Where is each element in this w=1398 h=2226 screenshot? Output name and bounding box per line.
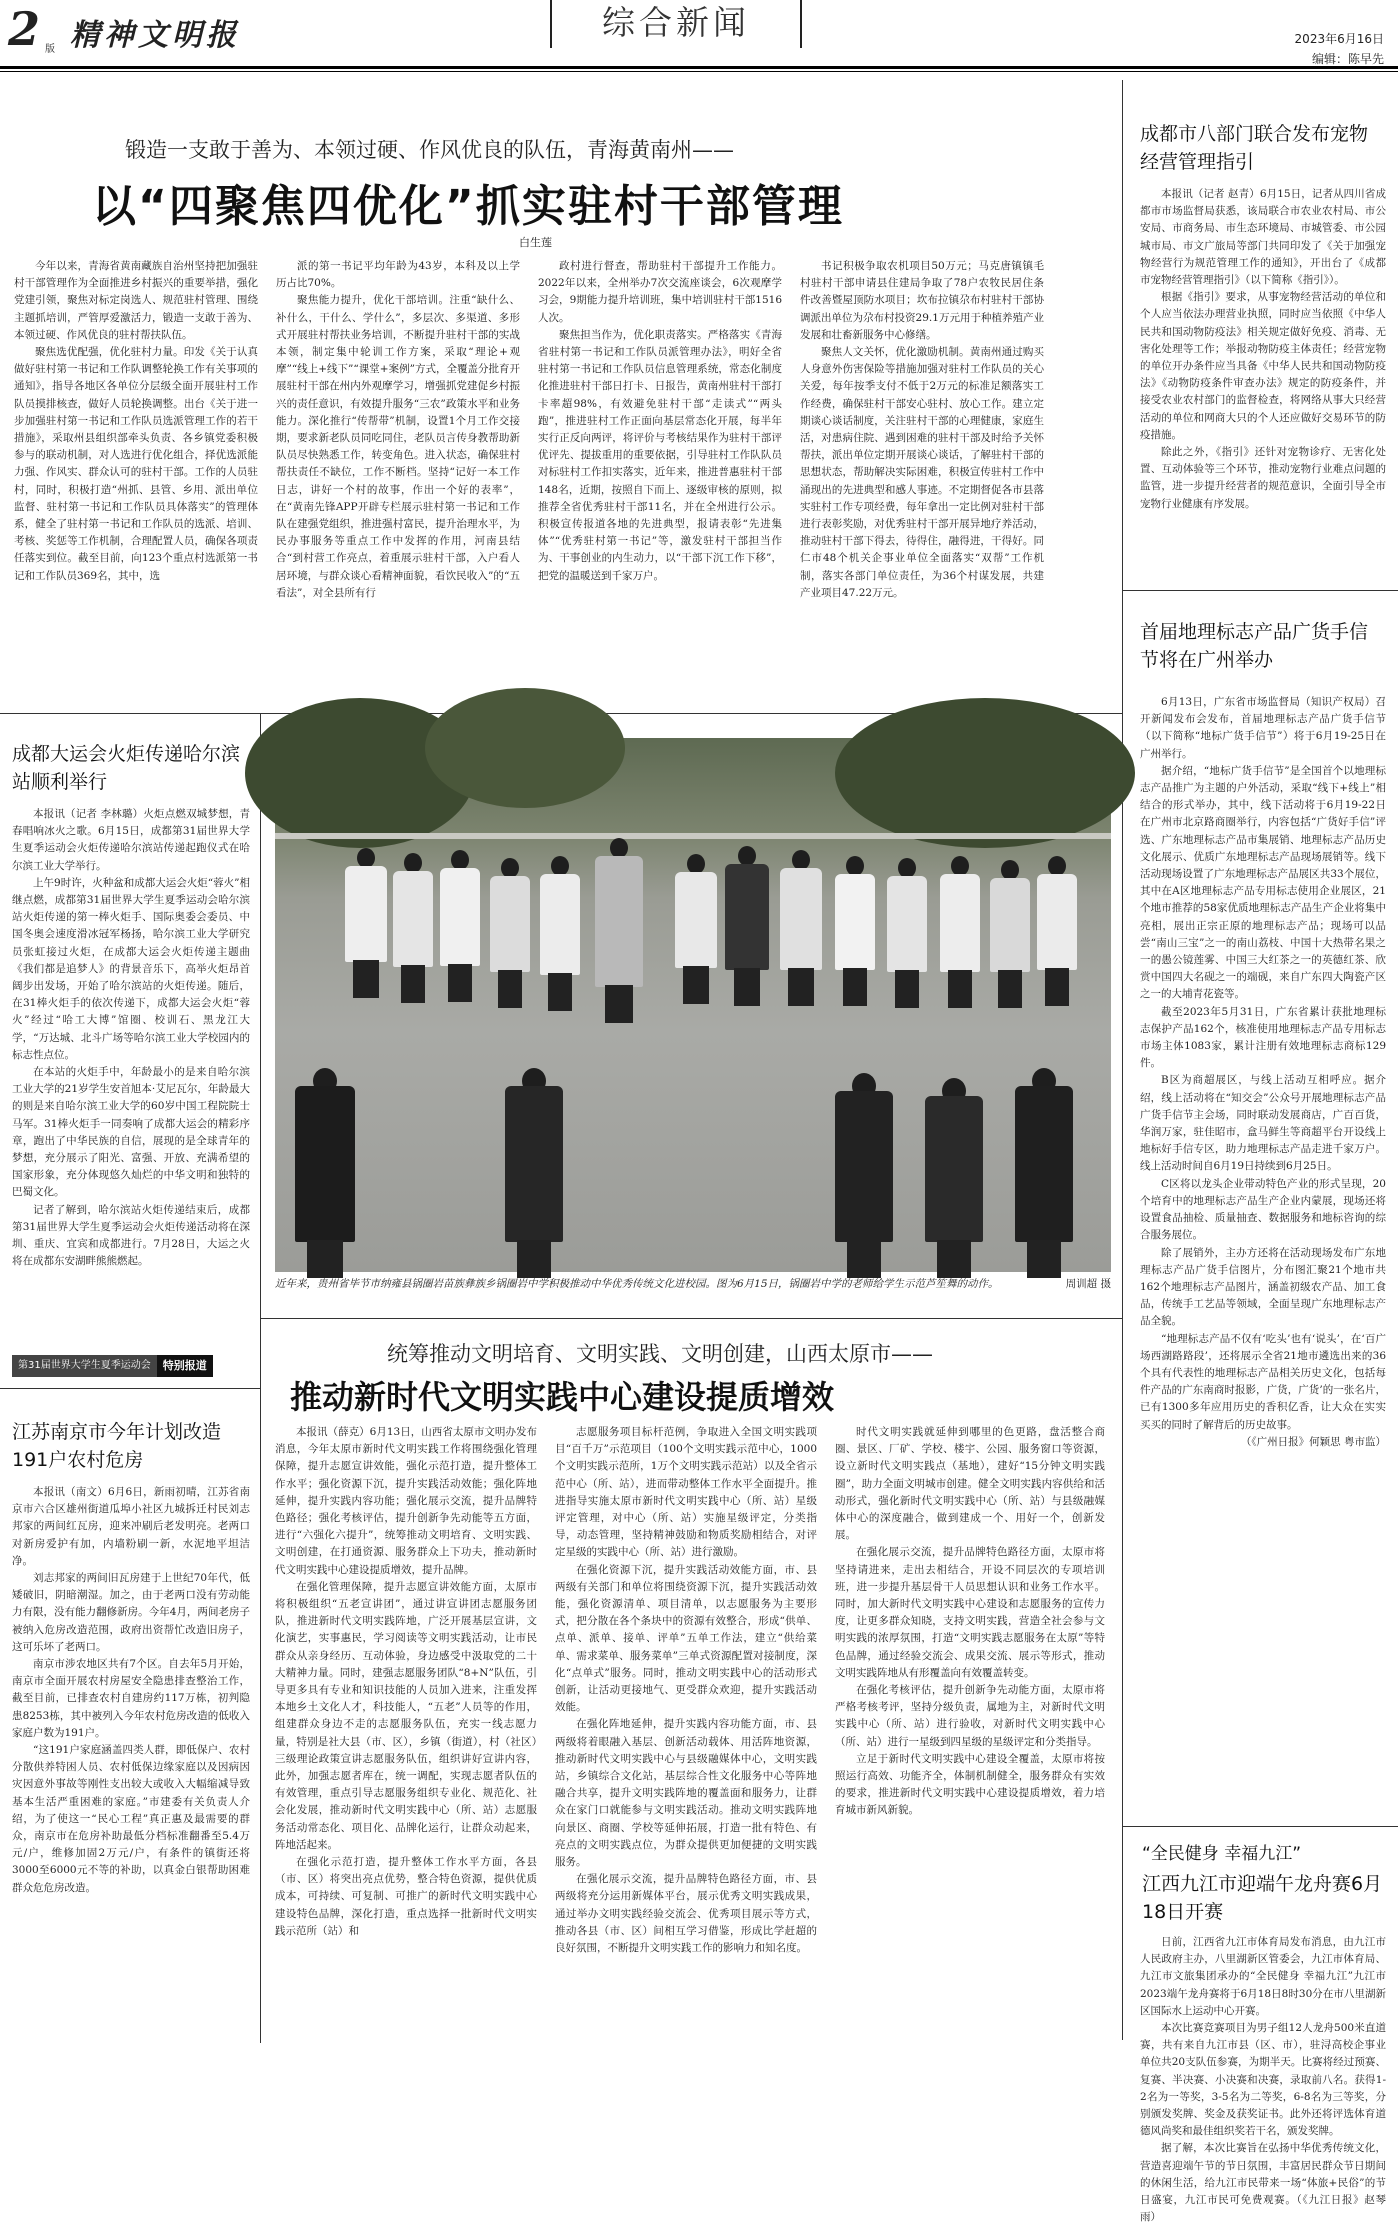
photo-credit: 周训超 摄	[1065, 1278, 1111, 1290]
right-bottom-paragraph: 据了解，本次比赛旨在弘扬中华优秀传统文化，营造喜迎端午节的节日氛围，丰富居民群众节日期间的休闲生活，给九江市民带来一场“体旅+民俗”的节日盛宴，九江市民可免费观赛。（《九江日报》赵琴雨）	[1140, 2142, 1386, 2224]
right-mid-paragraph: 除了展销外，主办方还将在活动现场发布广东地理标志产品广货手信图片，分布图汇聚21个地市共162个地理标志产品图片，涵盖初级农产品、加工食品，传统手工艺品等领域，全面呈现广东地理标志产品全貌。	[1140, 1246, 1386, 1328]
lead-column-3	[538, 258, 782, 696]
lead-column-4	[800, 258, 1044, 696]
taiyuan-paragraph: 本报讯（薛克）6月13日，山西省太原市文明办发布消息，今年太原市新时代文明实践工作将围绕强化管理保障，提升志愿宣讲效能，强化示范打造，提升整体工作水平；强化资源下沉，提升实践活动效能；强化阵地延伸，提升实践内容功能；强化展示交流，提升品牌特色路径；强化考核评估，提升创新争先动能等五方面，进行“六强化六提升”，统筹推动文明培育、文明实践、文明创建，在打通资源、服务群众上下功夫，推动新时代文明实践中心建设提质增效，提升品牌。	[275, 1426, 537, 1576]
taiyuan-paragraph: 志愿服务项目标杆范例，争取进入全国文明实践项目“百千万”示范项目（100个文明实践示范中心，1000个文明实践示范所，1万个文明实践示范站）以及全省示范中心（所、站），进而带动整体工作水平全面提升。推进指导实施太原市新时代文明实践中心（所、站）星级评定管理，对中心（所、站）实施星级评定，分类指导，动态管理，坚持精神鼓励和物质奖励相结合，对评定星级的实践中心（所、站）进行激励。	[555, 1426, 817, 1559]
masthead-rule	[0, 66, 1398, 69]
left-bottom-paragraph: 本报讯（南文）6月6日，新雨初晴，江苏省南京市六合区雄州街道瓜埠小社区九城拆迁村民刘志邦家的两间红瓦房，迎来冲刷后老发明亮。老两口对新房爱护有加，内墙粉刷一新，水泥地平坦洁净。	[12, 1486, 250, 1567]
right-mid-paragraph: 截至2023年5月31日，广东省累计获批地理标志保护产品162个，核准使用地理标志产品专用标志市场主体1083家，累计注册有效地理标志商标129件。	[1140, 1005, 1386, 1070]
masthead-rule-thin	[0, 71, 1398, 72]
right-mid-paragraph: “地理标志产品不仅有‘吃头’也有‘说头’，在‘百广场西湖路路段’，还将展示全省21地市遴选出来的36个具有代表性的地理标志产品相关历史文化，包括每件产品的广东南商时报影，广货，广货’的一张名片，已有1300多年应用历史的香积亿香，让大众在实实买买的同时了解背后的历史故事。	[1140, 1332, 1386, 1431]
right-mid-body	[1140, 694, 1386, 1819]
right-top-paragraph: 本报讯（记者 赵青）6月15日，记者从四川省成都市市场监督局获悉，该局联合市农业农村局、市公安局、市商务局、市生态环境局、市城管委、市公园城市局、市文广旅局等部门共同印发了《关于加强宠物经营行为规范管理工作的通知》，开出台了《成都市宠物经营管理指引》（以下简称《指引》）。	[1140, 188, 1386, 287]
right-mid-paragraph: （《广州日报》何颖思 粤市监）	[1240, 1435, 1386, 1448]
lead-headline: 以“四聚焦四优化”抓实驻村干部管理	[92, 181, 844, 232]
lead-kicker: 锻造一支敢于善为、本领过硬、作风优良的队伍，青海黄南州——	[125, 138, 734, 162]
taiyuan-paragraph: 立足于新时代文明实践中心建设全覆盖，太原市将按照运行高效、功能齐全，体制机制健全，服务群众有实效的要求，推进新时代文明实践中心建设提质增效，着力培育城市新风新貌。	[835, 1752, 1105, 1817]
lead-paragraph: 政村进行督查，帮助驻村干部提升工作能力。2022年以来，全州举办7次交流座谈会，6次观摩学习会，9期能力提升培训班，集中培训驻村干部1516人次。	[538, 260, 782, 324]
right-top-headline: 成都市八部门联合发布宠物经营管理指引	[1140, 123, 1369, 173]
right-bottom-paragraph: 日前，江西省九江市体育局发布消息，由九江市人民政府主办，八里湖新区管委会，九江市体育局、九江市文旅集团承办的“全民健身 幸福九江”九江市2023端午龙舟赛将于6月18日8时30分在市八里湖新区国际水上运动中心开赛。	[1140, 1936, 1386, 2017]
left-bottom-paragraph: 刘志邦家的两间旧瓦房建于上世纪70年代，低矮破旧，阴暗潮湿。加之，由于老两口没有劳动能力有限，没有能力翻修新房。今年4月，两间老房子被纳入危房改造范围，政府出资帮忙改造旧房子，这可乐坏了老两口。	[12, 1572, 250, 1653]
taiyuan-paragraph: 在强化阵地延伸，提升实践内容功能方面，市、县两级将着眼融入基层、创新活动载体、用活阵地资源，推动新时代文明实践中心与县级融媒体中心，文明实践站，乡镇综合文化站，基层综合性文化服务中心等阵地融合共享，提升文明实践阵地的覆盖面和服务力，让群众在家门口就能参与文明实践活动。推动文明实践阵地向景区、商圈、学校等延伸拓展，打造一批有特色、有亮点的文明实践点位，为群众提供更加便捷的文明实践服务。	[555, 1718, 817, 1869]
lead-paragraph: 派的第一书记平均年龄为43岁，本科及以上学历占比70%。	[276, 260, 520, 290]
taiyuan-column-2	[555, 1424, 817, 2040]
lead-paragraph: 聚焦担当作为，优化职责落实。严格落实《青海省驻村第一书记和工作队员派管理办法》，明好全省驻村第一书记和工作队员信息管理系统，常态化制度化推进驻村干部日打卡、日报告，黄南州驻村干部打卡率超98%，有效避免驻村干部“走读式”“两头跑”，推进驻村工作正面向基层常态化开展，每半年实行正反向两评，将评价与考核结果作为驻村干部评优评先、提拔重用的重要依据，引导驻村工作队队员对标驻村工作扣实落实，近年来，推进普惠驻村干部148名，近期，按照自下而上、逐级审核的原则，拟推荐全省优秀驻村干部11名，并在全州进行公示。积极宣传报道各地的先进典型，报请表彰“先进集体”“优秀驻村第一书记”等，激发驻村干部担当作为、干事创业的内生动力，以“干部下沉工作下移”，把党的温暖送到千家万户。	[538, 328, 782, 582]
lead-byline: 白生莲	[519, 236, 552, 249]
taiyuan-column-3	[835, 1424, 1105, 2040]
right-column-divider	[1122, 80, 1123, 2040]
left-top-body	[12, 806, 250, 1341]
left-bottom-paragraph: “这191户家庭涵盖四类人群，即低保户、农村分散供养特困人员、农村低保边缘家庭以及因病因灾因意外事故等刚性支出较大或收入大幅缩减导致基本生活严重困难的家庭。”市建委有关负责人介绍，为了使这一“民心工程”真正惠及最需要的群众，南京市在危房补助最低分档标准翻番至5.4万元/户，维修加固2万元/户，有条件的镇街还将3000至6000元不等的补助，以真金白银帮助困难群众危危房改造。	[12, 1744, 250, 1894]
universiade-badge-event: 第31届世界大学生夏季运动会	[12, 1355, 157, 1377]
left-top-paragraph: 上午9时许，火种盆和成都大运会火炬“蓉火”相继点燃，成都第31届世界大学生夏季运动会哈尔滨站火炬传递的第一棒火炬手、国际奥委会委员、中国冬奥会速度滑冰冠军杨扬，哈尔滨工业大学研究员张虹接过火炬，在成都大运会火炬传递主题曲《我们都是追梦人》的背景音乐下，高举火炬昂首阔步出发场，开始了哈尔滨站的火炬传递。随后，在31棒火炬手的依次传递下，成都大运会火炬“蓉火”经过“哈工大博”馆圈、校训石、黑龙江大学，“万达城、北斗广场等哈尔滨工业大学校园内的标志性点位。	[12, 876, 250, 1061]
section-title-box	[550, 0, 802, 48]
right-top-paragraph: 除此之外，《指引》还针对宠物诊疗、无害化处置、互动体验等三个环节，推动宠物行业难点问题的监管，进一步提升经营者的规范意识，全面引导全市宠物行业健康有序发展。	[1140, 446, 1386, 510]
right-top-paragraph: 根据《指引》要求，从事宠物经营活动的单位和个人应当依法办理营业执照，同时应当依照《中华人民共和国动物防疫法》相关规定做好免疫、消毒、无害化处理等工作；举报动物防疫主体责任；经营宠物的单位开办条件应当具备《中华人民共和国动物防疫法》《动物防疫条件审查办法》规定的防疫条件，并接受农业农村部门的监督检查，将网络从事大只经营活动的单位和网商大只的个人还应做好交易环节的防疫措施。	[1140, 291, 1386, 441]
left-bottom-paragraph: 南京市涉农地区共有7个区。自去年5月开始，南京市全面开展农村房屋安全隐患排查整治工作，截至目前，已排查农村自建房约117万栋，初判隐患8253栋，其中被列入今年农村危房改造的低收入家庭户数为191户。	[12, 1658, 250, 1739]
photo-caption-text: 近年来，贵州省毕节市纳雍县锅圈岩苗族彝族乡锅圈岩中学积极推动中华优秀传统文化进校园。图为6月15日，锅圈岩中学的老师给学生示范芦笙舞的动作。	[275, 1278, 999, 1290]
taiyuan-paragraph: 在强化资源下沉，提升实践活动效能方面，市、县两级有关部门和单位将围绕资源下沉，提升实践活动效能，强化资源清单、项目清单，以志愿服务为主要形式，把分散在各个条块中的资源有效整合，形成“供单、点单、派单、接单、评单”五单工作法，建立“供给菜单、需求菜单、服务菜单”三单式资源配置对接制度，深化“点单式”服务。同时，推动文明实践中心的活动形式创新，让活动更接地气、更受群众欢迎，提升实践活动效能。	[555, 1563, 817, 1714]
universiade-badge	[12, 1355, 239, 1377]
lead-paragraph: 聚焦选优配强，优化驻村力量。印发《关于认真做好驻村第一书记和工作队调整轮换工作有关事项的通知》，指导各地区各单位分层级全面开展驻村工作队员摸排核查，做好人员轮换调整。出台《关于进一步加强驻村第一书记和工作队员选派管理工作的若干措施》，采取州县组织部牵头负责、各乡镇党委积极参与的联动机制，对人选进行优化组合，择优选派能力强、作风实、群众认可的驻村干部。工作的人员驻村，同时，积极打造“州抓、县管、乡用、派出单位监督、驻村第一书记和工作队员具体落实”的管理体系，健全了驻村第一书记和工作队员的选派、培训、考核、奖惩等工作机制，合理配置人员，确保各项责任落实到位。截至目前，向123个重点村选派第一书记和工作队员369名，其中，选	[14, 346, 258, 582]
right-top-divider	[1122, 590, 1398, 591]
right-bottom-headline: 江西九江市迎端午龙舟赛6月18日开赛	[1142, 1873, 1383, 1923]
left-top-paragraph: 记者了解到，哈尔滨站火炬传递结束后，成都第31届世界大学生夏季运动会火炬传递活动将在深圳、重庆、宜宾和成都进行。7月28日，大运之火将在成都东安湖畔熊熊燃起。	[12, 1203, 250, 1268]
right-mid-divider	[1122, 1826, 1398, 1827]
lead-column-1	[14, 258, 258, 696]
lead-paragraph: 聚焦人文关怀，优化激励机制。黄南州通过购买人身意外伤害保险等措施加强对驻村工作队员的关心关爱，每年按季支付不低于2万元的标准足额落实工作经费，确保驻村干部安心驻村、放心工作。建立定期谈心谈话制度，关注驻村干部的心理健康，家庭生活，对患病住院、遇到困难的驻村干部及时给予关怀帮扶，派出单位定期开展谈心谈话，了解驻村干部的思想状态，帮助解决实际困难，积极宣传驻村工作中涌现出的先进典型和感人事迹。不定期督促各市县落实驻村工作专项经费，每年拿出一定比例对驻村干部进行表彰奖励，对优秀驻村干部开展异地疗养活动，推动驻村干部下得去，待得住，融得进，干得好。同仁市48个机关企事业单位全面落实“双帮”工作机制，落实各部门单位责任，为36个村谋发展，共建产业项目47.22万元。	[800, 346, 1044, 599]
right-bottom-paragraph: 本次比赛竞赛项目为男子组12人龙舟500米直道赛，共有来自九江市县（区、市），驻浔高校企事业单位共20支队伍参赛，为期半天。比赛将经过预赛、复赛、半决赛、小决赛和决赛，录取前八名。获得1-2名为一等奖，3-5名为二等奖，6-8名为三等奖，分别颁发奖牌、奖金及获奖证书。此外还将评选体育道德风尚奖和最佳组织奖若干名，颁发奖牌。	[1140, 2022, 1386, 2138]
issue-date: 2023年6月16日	[1294, 32, 1384, 46]
right-mid-paragraph: 据介绍，“地标广货手信节”是全国首个以地理标志产品推广为主题的户外活动，采取“线下+线上”相结合的形式举办，其中，线下活动将于6月19-22日在广州市北京路商圈举行，内容包括“广货好手信”评选、广东地理标志产品市集展销、地理标志产品历史文化展示、优质广东地理标志产品现场展销等。线下活动现场设置了广东地理标志产品展区共33个展位，其中在A区地理标志产品专用标志使用企业展区，21个地市推荐的58家优质地理标志产品生产企业将集中亮相，展出正宗正原的地理标志产品；现场可以品尝“南山三宝”之一的南山荔枝、中国十大热带名果之一的愚公镜莲雾、中国三大红茶之一的英德红茶、欣赏中国四大名砚之一的端砚，来自广东四大陶瓷产区之一的大埔青花瓷等。	[1140, 764, 1386, 1001]
left-top-headline: 成都大运会火炬传递哈尔滨站顺利举行	[12, 743, 241, 793]
taiyuan-column-1	[275, 1424, 537, 2040]
lead-column-2	[276, 258, 520, 696]
left-mid-divider	[0, 1388, 260, 1389]
photo-caption	[275, 1276, 1111, 1312]
universiade-badge-tag: 特别报道	[157, 1355, 213, 1377]
right-bottom-kicker: “全民健身 幸福九江”	[1142, 1844, 1302, 1864]
left-bottom-body	[12, 1484, 250, 2040]
left-top-paragraph: 在本站的火炬手中，年龄最小的是来自哈尔滨工业大学的21岁学生安首旭本·艾尼瓦尔，年龄最大的则是来自哈尔滨工业大学的60岁中国工程院院士马军。31棒火炬手一同奏响了成都大运会的精彩序章，跑出了中华民族的自信，展现的是全球青年的梦想，充分展示了阳光、富强、开放、充满希望的国家形象，充分体现悠久灿烂的中华文明和独特的巴蜀文化。	[12, 1066, 250, 1199]
lead-paragraph: 聚焦能力提升，优化干部培训。注重“缺什么、补什么，干什么、学什么”，多层次、多渠道、多形式开展驻村帮扶业务培训，不断提升驻村干部的实战本领，制定集中轮训工作方案，采取“理论+观摩”“线上+线下”“课堂+案例”方式，全覆盖分批育开展驻村干部在州内外观摩学习，增强抓党建促乡村振兴的责任意识，有效提升服务“三农”政策水平和业务能力。深化推行“传帮带”机制，设置1个月工作交接期，要求新老队员同吃同住，老队员言传身教帮助新队员尽快熟悉工作，转变角色。进入状态，确保驻村帮扶责任不缺位，工作不断档。坚持“记好一本工作日志，讲好一个村的故事，作出一个好的表率”，在“黄南先锋APP开辟专栏展示驻村第一书记和工作队在建强党组织，推进强村富民，提升治理水平，为民办事服务等重点工作中发挥的作用，河南县结合“到村营工作亮点，着重展示驻村干部，入户看人居环境，与群众谈心看精神面貌，看饮民收入”的“五看法”，对全县所有行	[276, 294, 520, 599]
right-mid-paragraph: B区为商超展区，与线上活动互相呼应。据介绍，线上活动将在“知交会”公众号开展地理标志产品广货手信节主会场，同时联动发展商店，广百百货，华润万家，驻佳昭市，盒马鲜生等商超平台开设线上地标好手信专区，助力地理标志产品走进千家万户。线上活动时间自6月19日持续到6月25日。	[1140, 1074, 1386, 1173]
page-number: 2	[8, 2, 41, 56]
taiyuan-kicker: 统筹推动文明培育、文明实践、文明创建，山西太原市——	[387, 1342, 933, 1366]
left-column-divider	[260, 713, 261, 2043]
left-top-paragraph: 本报讯（记者 李林璐）火炬点燃双城梦想，青春唱响冰火之歌。6月15日，成都第31届世界大学生夏季运动会火炬传递哈尔滨站传递起跑仪式在哈尔滨工业大学举行。	[12, 808, 250, 872]
taiyuan-paragraph: 在强化管理保障，提升志愿宣讲效能方面，太原市将积极组织“五老宣讲团”，通过讲宣讲团志愿服务团队，推进新时代文明实践阵地，广泛开展基层宣讲，文化演艺，实事惠民，学习阅读等文明实践活动，让市民群众从亲身经历、互动体验，身边感受中汲取党的二十大精神力量。同时，建强志愿服务团队“8+N”队伍，引导更多具有专业和知识技能的人员加入进来，注重发挥本地乡土文化人才，科技能人，“五老”人员等的作用，组建群众身边不走的志愿服务队伍，充实一线志愿力量，特别是社大县（市、区），乡镇（街道），村（社区）三级理论政策宣讲志愿服务队伍，组织讲好宣讲内容，此外，加强志愿者库在，统一调配，实现志愿者队伍的有效管理，重点引导志愿服务组织专业化、规范化、社会化发展，推动新时代文明实践中心（所、站）志愿服务活动常态化、项目化、品牌化运行，让群众动起来，阵地活起来。	[275, 1580, 537, 1851]
taiyuan-paragraph: 在强化考核评估，提升创新争先动能方面，太原市将严格考核考评，坚持分级负责，属地为主，对新时代文明实践中心（所、站）进行验收，对新时代文明实践中心（所、站）进行一星级到四星级的星级评定和分类指导。	[835, 1684, 1105, 1748]
right-mid-paragraph: 6月13日，广东省市场监督局（知识产权局）召开新闻发布会发布，首届地理标志产品广货手信节（以下简称“地标广货手信节”）将于6月19-25日在广州举行。	[1140, 696, 1386, 760]
section-title: 综合新闻	[602, 3, 750, 42]
lead-paragraph: 书记积极争取农机项目50万元；马克唐镇镇毛村驻村干部申请县住建局争取了78户农牧民居住条件改善暨屋顶防水项目；坎布拉镇尕布村驻村干部协调派出单位为尕布村投资29.1万元用于种植养殖产业发展和壮畜新服务中心修缮。	[800, 260, 1044, 341]
page-number-label: 版	[45, 44, 55, 55]
right-mid-headline: 首届地理标志产品广货手信节将在广州举办	[1140, 621, 1369, 671]
editor-credit: 编辑：陈早先	[1311, 52, 1384, 66]
lead-paragraph: 今年以来，青海省黄南藏族自治州坚持把加强驻村干部管理作为全面推进乡村振兴的重要举措，强化党建引领，聚焦对标定岗选人、规范驻村管理、围绕主题抓培训，严管厚爱激活力，锻造一支敢于善为、本领过硬、作风优良的驻村帮扶队伍。	[14, 260, 258, 341]
taiyuan-paragraph: 时代文明实践就延伸到哪里的色更路，盘活整合商圈、景区、厂矿、学校、楼宇、公园、服务窗口等资源，设立新时代文明实践点（基地），建好“15分钟文明实践圈”，助力全面文明城市创建。健全文明实践内容供给和活动形式，强化新时代文明实践中心（所、站）与县级融媒体中心的深度融合，做到建成一个、用好一个，创新发展。	[835, 1426, 1105, 1542]
taiyuan-paragraph: 在强化展示交流，提升品牌特色路径方面，太原市将坚持请进来，走出去相结合，开设不同层次的专项培训班，进一步提升基层骨干人员思想认识和业务工作水平。同时，加大新时代文明实践中心建设和志愿服务的宣传力度，让更多群众知晓，支持文明实践，营造全社会参与文明实践的浓厚氛围，打造“文明实践志愿服务在太原”等特色品牌，通过经验交流会、成果交流、展示等形式，推动文明实践阵地从有形覆盖向有效覆盖转变。	[835, 1546, 1105, 1679]
right-bottom-body	[1140, 1934, 1386, 2224]
news-photo	[275, 738, 1111, 1272]
left-bottom-headline: 江苏南京市今年计划改造191户农村危房	[12, 1421, 222, 1471]
photo-bottom-divider	[260, 1318, 1122, 1319]
right-top-body	[1140, 186, 1386, 671]
taiyuan-headline: 推动新时代文明实践中心建设提质增效	[290, 1378, 835, 1416]
taiyuan-paragraph: 在强化示范打造，提升整体工作水平方面，各县（市、区）将突出亮点优势，整合特色资源，提供优质成本，可持续、可复制、可推广的新时代文明实践中心建设特色品牌，深化打造，重点选择一批新时代文明实践示范所（站）和	[275, 1856, 537, 1937]
right-mid-paragraph: C区将以龙头企业带动特色产业的形式呈现，20个培育中的地理标志产品生产企业内蒙展，现场还将设置食品抽检、质量抽查、数据服务和地标咨询的综合服务展位。	[1140, 1177, 1386, 1242]
paper-name: 精神文明报	[70, 18, 240, 53]
taiyuan-paragraph: 在强化展示交流，提升品牌特色路径方面，市、县两级将充分运用新媒体平台，展示优秀文明实践成果，通过举办文明实践经验交流会、优秀项目展示等方式，推动各县（市、区）间相互学习借鉴，形成比学赶超的良好氛围，不断提升文明实践工作的影响力和知名度。	[555, 1873, 817, 1955]
